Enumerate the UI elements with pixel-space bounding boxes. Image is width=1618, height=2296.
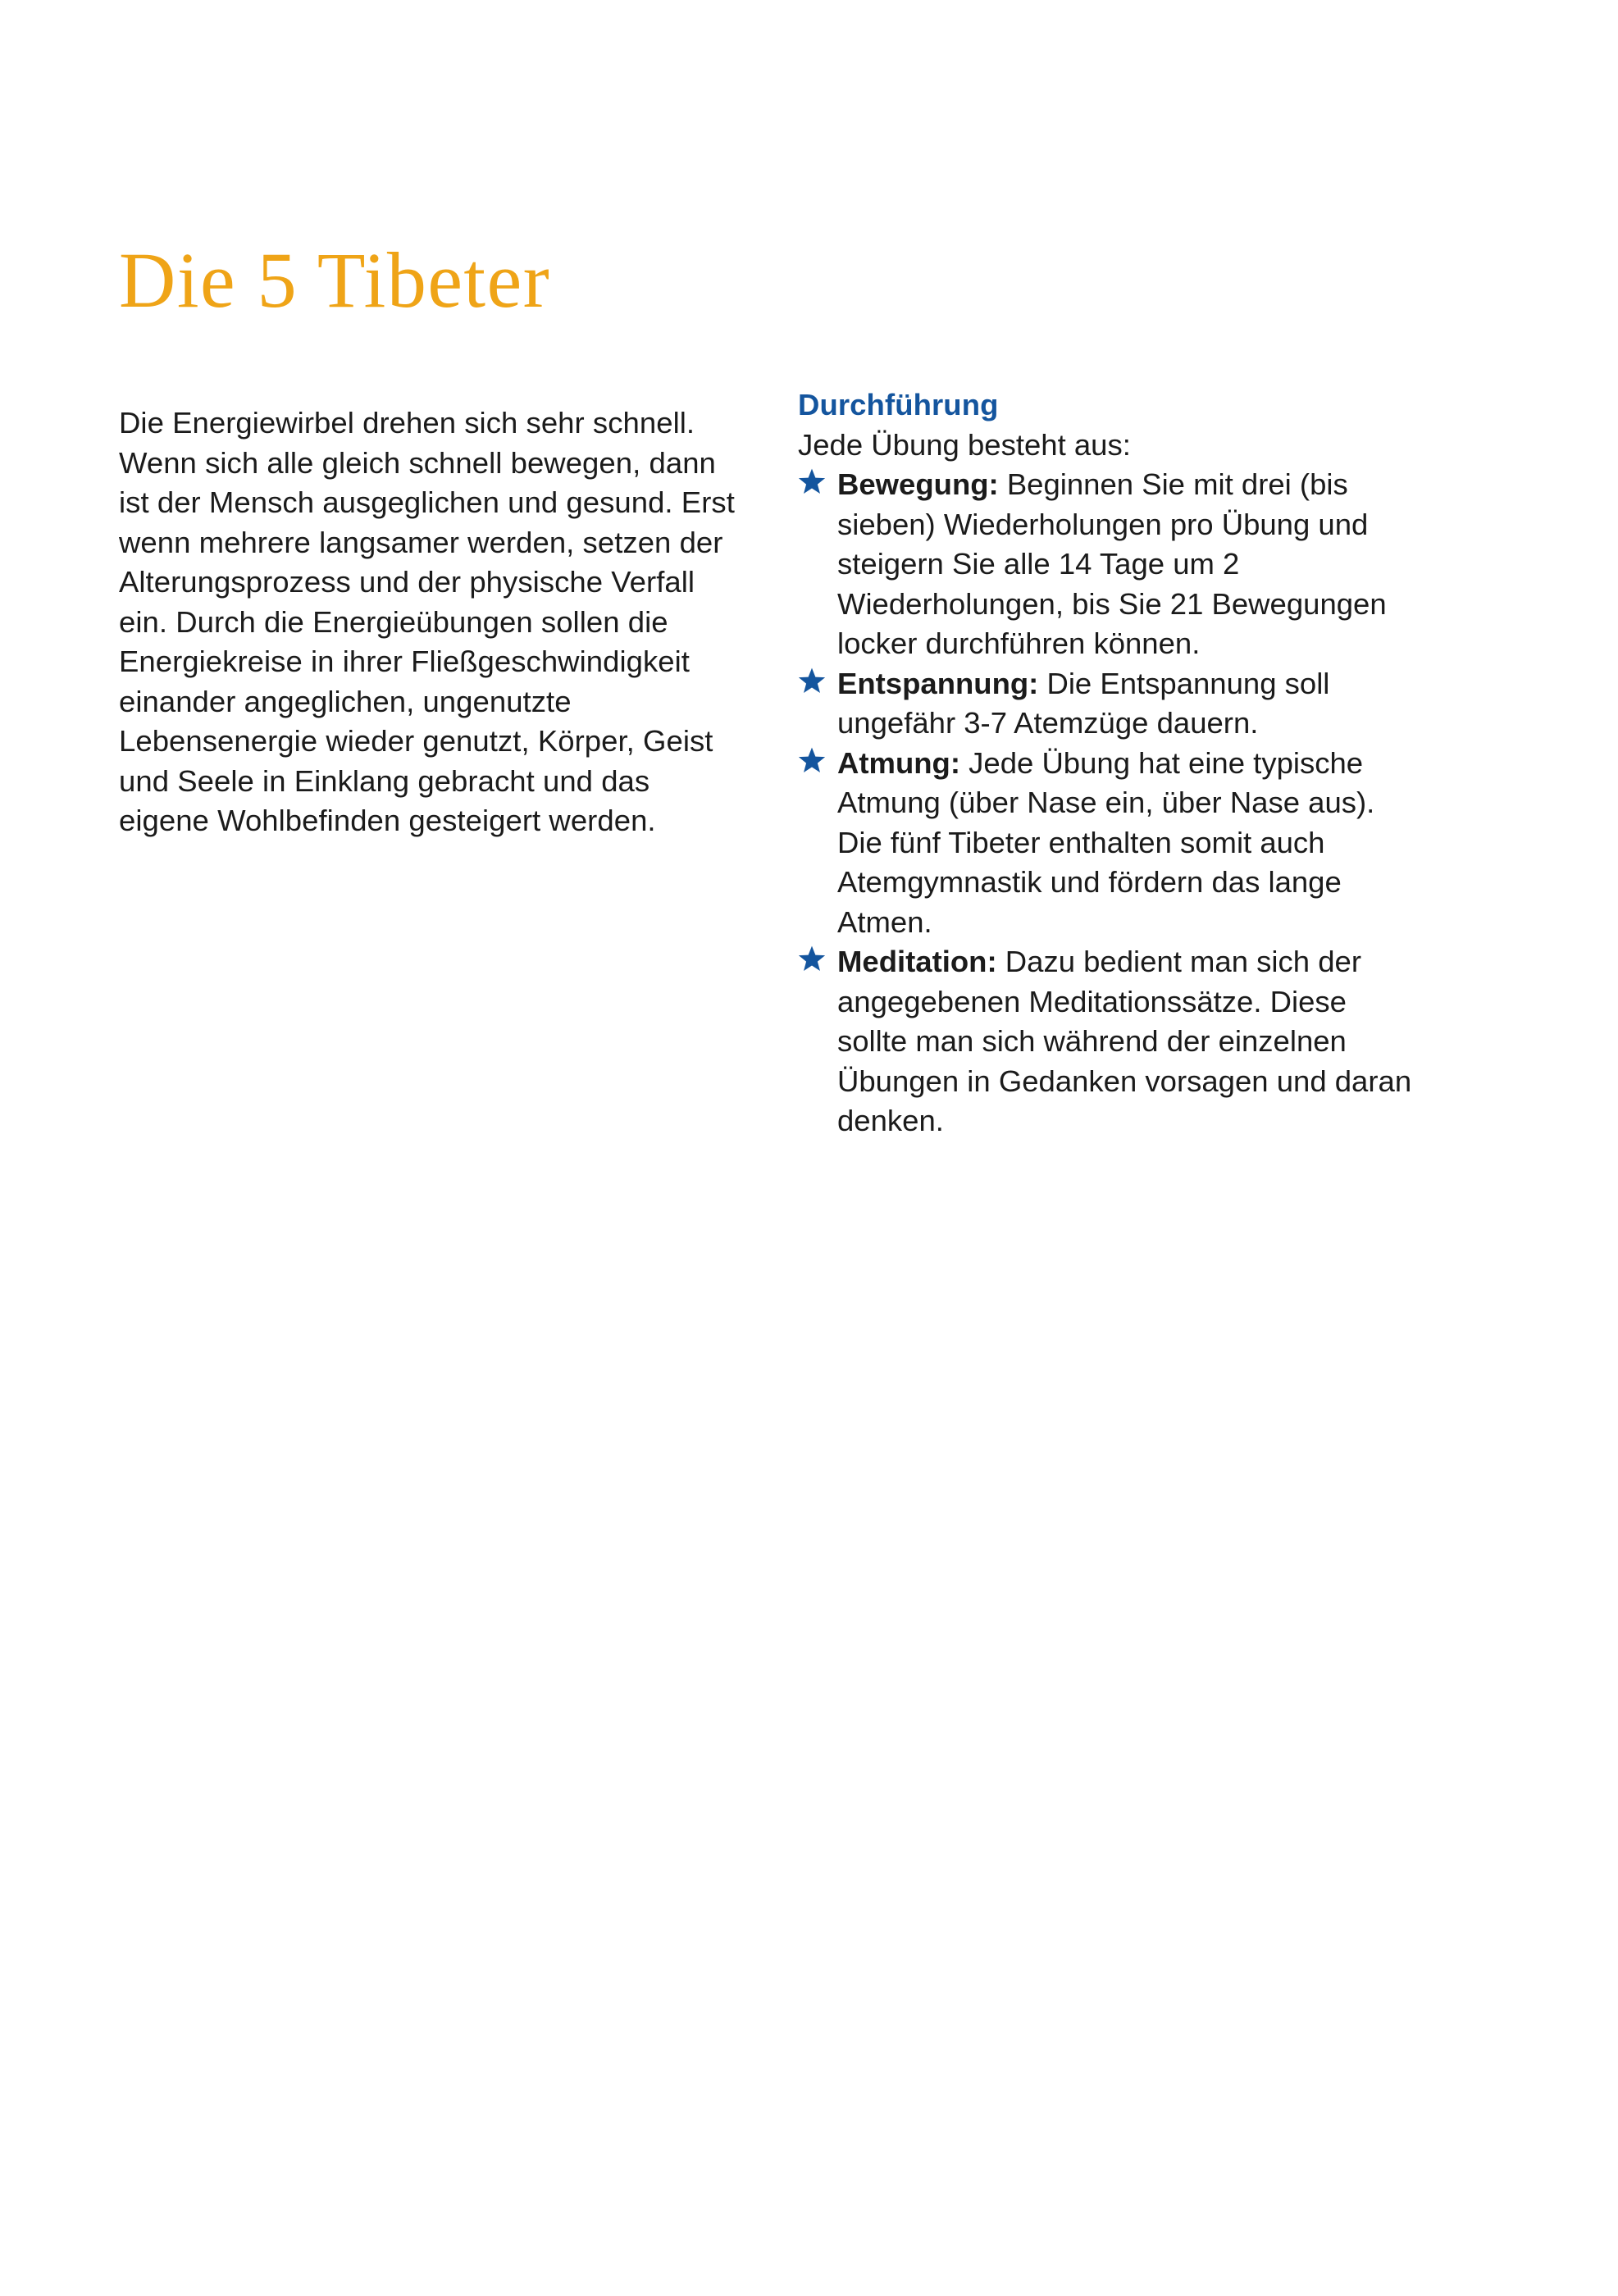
intro-paragraph: Die Energiewirbel drehen sich sehr schnell. Wenn sich alle gleich schnell bewegen, dann ist der Mensch ausgeglichen und gesund. Erst wenn mehrere langsamer werden, setzen der Alterungsprozess und der physische Verfall ein. Durch die Energieübungen sollen die Energiekreise in ihrer Fließgeschwindigkeit einander angeglichen, ungenutzte Lebensenergie wieder genutzt, Körper, Geist und Seele in Einklang gebracht und das eigene Wohlbefinden gesteigert werden. [119, 406, 735, 837]
bullet-label: Atmung: [837, 745, 961, 780]
star-icon [798, 467, 826, 495]
left-column [119, 385, 736, 841]
bullet-text: Die Entspannung soll ungefähr 3-7 Atemzüge dauern. [837, 666, 1330, 740]
bullet-label: Bewegung: [837, 467, 999, 501]
bullet-label: Meditation: [837, 945, 997, 978]
bullet-text: Beginnen Sie mit drei (bis sieben) Wiederholungen pro Übung und steigern Sie alle 14 Tage um 2 Wiederholungen, bis Sie 21 Bewegungen locker durchführen können. [837, 467, 1387, 660]
list-item [798, 942, 1415, 1141]
list-item [798, 465, 1415, 664]
page-title: Die 5 Tibeter [119, 236, 551, 325]
list-item [798, 664, 1415, 744]
bullet-text: Jede Übung hat eine typische Atmung (über Nase ein, über Nase aus). Die fünf Tibeter enthalten somit auch Atemgymnastik und fördern das lange Atmen. [837, 745, 1375, 939]
right-column [798, 385, 1415, 1141]
star-icon [798, 746, 826, 774]
durchfuehrung-bullet-list [798, 465, 1415, 1141]
section-heading-durchfuehrung: Durchführung [798, 388, 999, 421]
star-icon [798, 945, 826, 973]
bullet-text: Dazu bedient man sich der angegebenen Meditationssätze. Diese sollte man sich während der einzelnen Übungen in Gedanken vorsagen und daran denken. [837, 945, 1412, 1137]
star-icon [798, 667, 826, 695]
bullet-label: Entspannung: [837, 666, 1039, 700]
section-intro-line: Jede Übung besteht aus: [798, 427, 1131, 462]
two-column-body [119, 385, 1415, 1141]
list-item [798, 744, 1415, 943]
